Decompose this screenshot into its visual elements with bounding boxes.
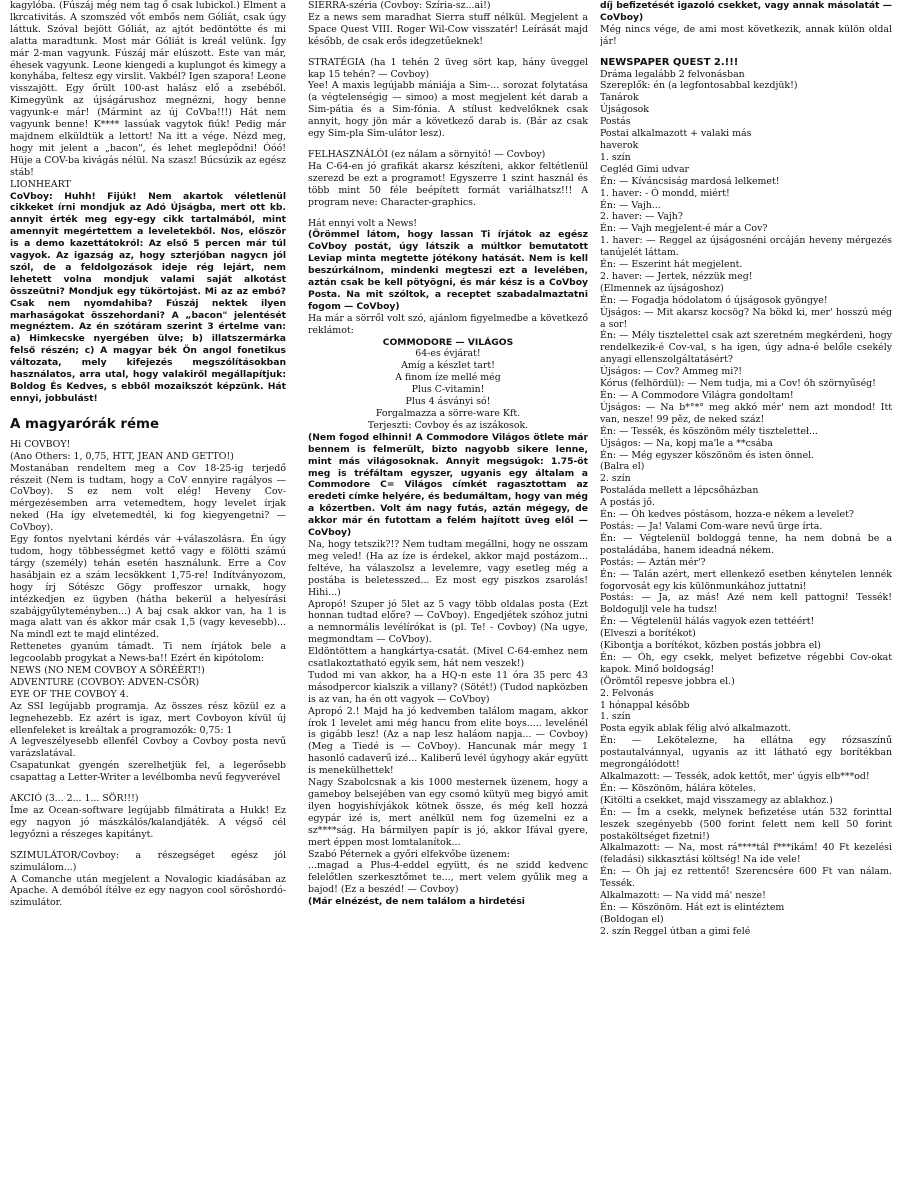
script-line: Én: — Végtelenül hálás vagyok ezen tettéért! xyxy=(600,616,815,628)
paragraph: Eldöntöttem a hangkártya-csatát. (Mivel C-64-emhez nem csatlakoztatható egyik sem, hát nem veszek!) xyxy=(308,646,588,670)
paragraph: Ha már a sörről volt szó, ajánlom figyelmedbe a következő reklámot: xyxy=(308,312,588,336)
paragraph: A legveszélyesebb ellenfél Covboy a Covboy posta nevű varázslatával. xyxy=(10,736,286,760)
script-line: Én: — Vajh... xyxy=(600,199,661,211)
script-line: (Balra el) xyxy=(600,461,645,473)
script-line: Én: — Vajh megjelent-é már a Cov? xyxy=(600,223,768,235)
script-line: (Boldogan el) xyxy=(600,913,664,925)
paragraph: A Comanche után megjelent a Novalogic kiadásában az Apache. A demóból ítélve ez egy nagyon cool sörőshordó-szimulátor. xyxy=(10,873,286,909)
script-line: 2. Felvonás xyxy=(600,687,654,699)
paragraph: Ha C-64-en jó grafikát akarsz készíteni, akkor feltétlenül szerezd be ezt a programot! Egyszerre 1 szint használ és több mint 50 féle beépített formát variálhatsz!!! A program neve: Character-graphics. xyxy=(308,160,588,208)
paragraph: Én: — Fogadja hódolatom ó újságosok gyöngye! xyxy=(600,294,828,306)
paragraph: Én: — Ím a csekk, melynek befizetése után 532 forinttal leszek szegényebb (500 forint felett nem kell 50 forint postaköltséget fizetni!) xyxy=(600,806,892,842)
paragraph: Hi COVBOY! xyxy=(10,438,71,450)
section-heading: A magyarórák réme xyxy=(10,416,160,432)
script-line: 1. haver: - Ó mondd, miért! xyxy=(600,187,730,199)
paragraph: 1. haver: — Reggel az újságosnéni orcáján heveny mérgezés tanújelét láttam. xyxy=(600,235,892,259)
editor-reply: CoVboy: Huhh! Fijúk! Nem akartok véletlenül cikkeket írni mondjuk az Adó Újságba, mert ott kb. annyit érték meg egy-egy cikk tartalmából, mint amennyit megértettem a leveletekből. Nos, először is a demo kazettátokról: Az első 5 percen már túl vagyok. Az igazság az, hogy szterjóban nagycn jól szól, de a feldolgozások ideje rég lejárt, nem lehetett volna mondjuk valami saját alkotást összeütni? Mondjuk egy tükörtojást. Mi az az embó? Csak nem nyomdahiba? Fúszáj nektek ilyen marhaságokat összehordani? A „bacon" jelentését megnéztem. Az én szótáram szerint 3 értelme van: a) Himkecske nyergében ülve; b) illatszermárka felső részén; c) A magyar bék Ön angol fonetikus változata, mely kifejezés megszólításokban használatos, arra utal, hogy valakiről megállapítjuk: Boldog És Kedves, s ebből mozaikszót képzünk. Hát ennyi, jobbulást! xyxy=(10,190,286,404)
ad-line: Forgalmazza a sörre-ware Kft. xyxy=(375,408,521,419)
paragraph: Én: — Óh kedves póstásom, hozza-e nékem a levelet? xyxy=(600,509,854,521)
ad-line: A finom íze mellé még xyxy=(395,372,501,384)
paragraph: Mostanában rendeltem meg a Cov 18-25-ig terjedő részeit (Nem is tudtam, hogy a CoV ennyire ragályos — CoVboy). S ez nem volt elég! Heveny Cov-mérgezésemben arra vetemedtem, hogy levelet írjak neked (Ha így elvetemedtél, ki fog kiegyengetni? — CoVboy). xyxy=(10,462,286,534)
paragraph: Szabó Péternek a győri elfekvőbe üzenem: xyxy=(308,848,510,860)
script-line: Postai alkalmazott + valaki más xyxy=(600,128,752,140)
ad-line: Amíg a készlet tart! xyxy=(401,360,495,372)
paragraph: ...magad a Plus-4-eddel együtt, és ne szidd kedvenc felelőtlen szerkesztőmet te..., mert velem gyűlik meg a bajod! (Ez a beszéd! — Covboy) xyxy=(308,860,588,896)
script-line: Én: — Köszönöm. Hát ezt is elintéztem xyxy=(600,901,785,913)
paragraph: kagylóba. (Fúszáj még nem tag ő csak lubickol.) Elment a lkrcativitás. A szomszéd vőt embős nem Góliát, csak úgy láttuk. Szóval bejött Góliát, az ajtót bedöntötte és mi alatta maradtunk. Most már Góliát is kreál velünk. Így már 2-man vagyunk. Fúszáj már elúszott. Este van már, éhesek vagyunk. Leone kiengedi a kuplungot és kimegy a konyhába, feltesz egy virslit. Vakbél? Igen szapora! Leone visszajött. Egy őrült 100-ast halász elő a zsebéből. Kimegyünk az újságárushoz megnézni, hogy benne vagyunk-e már! (Mármint az új CoVba!!!) Hát nem vagyunk benne! K**** lassúak vagytok fiúk! Pedig már majdnem elküldtük a lettort! Na itt a vége. Nézd meg, hogy mit jelent a „bacon", és lehet meglepődni! Óóó! Hüje a COV-ba kivágás nélül. Na szasz! Búcsúzik az egész stáb! xyxy=(10,0,286,178)
paragraph: Én: — Lekötelezne, ha ellátna egy rózsaszínű postautalvánnyal, ugyanis az itt látható egy borítékban megrongálódott! xyxy=(600,735,892,771)
paragraph: (Kitölti a csekket, majd visszamegy az ablakhoz.) xyxy=(600,794,833,806)
paragraph: (Ano Others: 1, 0,75, HTT, JEAN AND GETTO!) xyxy=(10,450,234,462)
column-right xyxy=(600,0,892,1200)
paragraph: FELHASZNÁLÓI (ez nálam a sörnyitó! — Covboy) xyxy=(308,148,546,160)
editor-reply: (Már elnézést, de nem találom a hirdetési xyxy=(308,896,525,908)
script-line: Alkalmazott: — Na vidd má' nesze! xyxy=(600,890,766,902)
paragraph: Nagy Szabolcsnak a kis 1000 mesternek üzenem, hogy a gameboy belsejében van egy csomó kütyü meg bigyó amit ilyen hogyishívjákok kötnek össze, és még kell hozzá egypár izé is, mert anélkül nem fog üzemelni ez a sz****ság. Ha bármilyen papír is jó, akkor Ifával gyere, mert éppen most lomtalanítok... xyxy=(308,777,588,848)
script-line: Újságosok xyxy=(600,104,649,116)
column-left xyxy=(10,0,286,1200)
paragraph: Alkalmazott: — Na, most rá****tál f***ikám! 40 Ft kezelési (feladási) sikkasztási költség! Na ide vele! xyxy=(600,842,892,866)
script-line: Tanárok xyxy=(600,92,639,104)
paragraph: Újságos: — Na b*°*° meg akkó mér' nem azt mondod! Itt van, nesze! 99 pěz, de neked száz! xyxy=(600,401,892,425)
script-line: (Elveszi a borítékot) xyxy=(600,628,696,640)
script-line: 1. szín xyxy=(600,151,631,163)
script-line: Szereplők: én (a legfontosabbal kezdjük!) xyxy=(600,80,798,92)
script-line: Én: — Még egyszer köszönöm és isten önnel. xyxy=(600,449,815,461)
paragraph: Az SSI legújabb programja. Az összes rész közül ez a legnehezebb. Ez azért is igaz, mert Covboyon kívül új ellenfeleket is kreáltak a programozók: 0,75: 1 xyxy=(10,700,286,736)
script-line: haverok xyxy=(600,139,639,151)
paragraph: STRATÉGIA (ha 1 tehén 2 üveg sört kap, hány üveggel kap 15 tehén? — Covboy) xyxy=(308,56,588,80)
paragraph: NEWS (NO NEM COVBOY A SÖRÉÉRT!) xyxy=(10,665,205,677)
paragraph: (Kibontja a borítékot, közben postás jobbra el) xyxy=(600,640,821,652)
paragraph: Én: — Óh jaj ez rettentő! Szerencsére 600 Ft van nálam. Tessék. xyxy=(600,866,892,890)
editor-reply: (Nem fogod elhinni! A Commodore Világos ötlete már bennem is felmerült, bizto nagyobb sikere lenne, mint más világosoknak. Annyit megsúgok: 1.75-öt meg is tréfáltam egyszer, ugyanis egy általam a Commodore C= Világos címkét ragasztottam az eredeti címke helyére, és bedumáltam, hogy van még a kőzertben. Volt ám nagy futás, aztán mégegy, de akkor már én futottam a felém hajított üveg elől — CoVboy) xyxy=(308,431,588,539)
paragraph: EYE OF THE COVBOY 4. xyxy=(10,688,129,700)
paragraph: Újságos: — Mit akarsz kocsög? Na bökd ki, mer' hosszú még a sor! xyxy=(600,306,892,330)
script-line: Dráma legalább 2 felvonásban xyxy=(600,68,745,80)
paragraph: Alkalmazott: — Tessék, adok kettőt, mer' úgyis elb***od! xyxy=(600,771,870,782)
paragraph: Íme az Ocean-software legújabb filmátirata a Hukk! Ez egy nagyon jó mászkálós/kalandjáték. A végső cél legyőzni a részeges kapitányt. xyxy=(10,805,286,840)
drama-title: NEWSPAPER QUEST 2.!!! xyxy=(600,56,739,68)
paragraph: Postás: — Ja! Valami Com-ware nevű ürge írta. xyxy=(600,520,823,532)
script-line: 1. szín xyxy=(600,711,631,723)
paragraph: Kórus (felhördül): — Nem tudja, mi a Cov! óh szörnyűség! xyxy=(600,378,876,390)
column-middle xyxy=(308,0,588,1200)
ad-line: Plus 4 ásványi só! xyxy=(405,396,491,408)
paragraph: Még nincs vége, de ami most következik, annak külön oldal jár! xyxy=(600,23,892,47)
ad-title: COMMODORE — VILÁGOS xyxy=(382,336,514,348)
script-line: 1 hónappal később xyxy=(600,699,690,711)
editor-reply: (Örömmel látom, hogy lassan Ti írjátok az egész CoVboy postát, úgy látszik a múltkor bemutatott Leviap minta megtette jótékony hatását. Nem is kell beszúrkálnom, mindenki megteszi ezt a levelében, aztán csak be kell pötyögni, és már kész is a CoVboy Posta. Na mit szóltok, a receptet szabadalmaztatni fogom — CoVboy) xyxy=(308,229,588,312)
paragraph: Én: — Mély tisztelettel csak azt szeretném megkérdeni, hogy rendelkezik-é Cov-val, s ha igen, úgy adna-é belőle csekély anyagi ellenszolgáltatásért? xyxy=(600,330,892,366)
script-line: 2. haver: — Jertek, nézzük meg! xyxy=(600,270,753,282)
paragraph: Hát ennyi volt a News! xyxy=(308,217,418,229)
script-line: Én: — A Commodore Világra gondoltam! xyxy=(600,390,794,401)
paragraph: Na, hogy tetszik?!? Nem tudtam megállni, hogy ne osszam meg veled! (Ha az íze is érdekel, akkor majd postázom... feltéve, ha válaszolsz a levelemre, vagy esetleg még a postába is beletesszed... Ez most egy piszkos zsarolás! Hihi...) xyxy=(308,538,588,598)
ad-line: Terjeszti: Covboy és az iszákosok. xyxy=(367,419,529,431)
paragraph: Ez a news sem maradhat Sierra stuff nélkül. Megjelent a Space Quest VIII. Roger Wil-Cow visszatér! Leírását majd később, de csak erős idegzetűeknek! xyxy=(308,11,588,47)
script-line: (Elmennek az újságoshoz) xyxy=(600,282,724,294)
paragraph: Tudod mi van akkor, ha a HQ-n este 11 óra 35 perc 43 másodpercor kialszik a villany? (Sötét!) (Tudod napközben is az van, ha én ott vagyok — CoVboy) xyxy=(308,669,588,705)
paragraph: Csapatunkat gyengén szerelhetjük fel, a legerősebb csapattag a Letter-Writer a levélbomba nevű fegyverével xyxy=(10,760,286,784)
script-line: Újságos: — Cov? Ammeg mi?! xyxy=(600,366,743,378)
script-line: Én: — Tessék, és köszönöm mély tiszteletteł... xyxy=(600,425,819,437)
script-line: A postás jő. xyxy=(600,497,655,509)
paragraph: Én: — Talán azért, mert ellenkező esetben kénytelen lennék fogorvosát egy kis különmunkához juttatni! xyxy=(600,568,892,592)
editor-reply: díj befizetését igazoló csekket, vagy annak másolatát — CoVboy) xyxy=(600,0,892,23)
script-line: Posta egyik ablak félig alvó alkalmazott. xyxy=(600,723,792,735)
paragraph: Én: — Végtelenül boldoggá tenne, ha nem dobná be a postaládába, hanem ideadná nékem. xyxy=(600,532,892,556)
paragraph: SZIMULÁTOR/Covboy: a részegséget egész jól szimulálom...) xyxy=(10,849,286,873)
script-line: (Örömtől repesve jobbra el.) xyxy=(600,675,735,687)
paragraph: Yee! A maxis legújabb mániája a Sim-... sorozat folytatása (a végtelenségig — simoo) a most megjelent két darab a Sim-pátia és a Sim-fónia. A stílust kedvelőknek csak annyit, hogy jön már a következő darab is. (Bár az csak egy Sim-pla Sim-ulátor lesz). xyxy=(308,80,588,140)
script-line: 2. szín Reggel útban a gimi felé xyxy=(600,925,751,937)
paragraph: Postás: — Ja, az más! Azé nem kell pattogni! Tessék! Boldoguljl vele ha tudsz! xyxy=(600,592,892,616)
paragraph: Apropó 2.! Majd ha jó kedvemben találom magam, akkor írok 1 levelet ami még hancu from elite boys..... levelénél is gigább lesz! (Az a nap lesz haláom napja... — Covboy) (Meg a Tiedé is — CoVboy). Hancunak már megy 1 hasonló cadaverű izé... Kaliberű levél úgyhogy akár együtt is menekülhettek! xyxy=(308,705,588,777)
script-line: Cegléd Gimi udvar xyxy=(600,163,690,175)
paragraph: ADVENTURE (COVBOY: ADVEN-CSÖR) xyxy=(10,676,200,688)
script-line: 2. szín xyxy=(600,473,631,485)
script-line: Én: — Kíváncsiság mardosá lelkemet! xyxy=(600,175,780,187)
ad-line: Plus C-vitamin! xyxy=(411,384,485,396)
script-line: Postás: — Aztán mér'? xyxy=(600,556,706,568)
ad-line: 64-es évjárat! xyxy=(415,348,481,360)
paragraph: Én: — Óh, egy csekk, melyet befizetve régebbi Cov-okat kapok. Minő boldogság! xyxy=(600,651,892,675)
paragraph: AKCIÓ (3... 2... 1... SÖR!!!) xyxy=(10,793,139,805)
script-line: Postás xyxy=(600,116,631,128)
script-line: Újságos: — Na, kopj ma'le a **csába xyxy=(600,437,773,449)
script-line: Én: — Köszönöm, hálára köteles. xyxy=(600,782,756,794)
paragraph: Apropó! Szuper jó 5let az 5 vagy több oldalas posta (Ezt honnan tudtad előre? — CoVboy). Engedjétek szóhoz jutni a nemnormális levélírókat is (pl. Te! - Covboy) (Na ugye, megmondtam — CoVboy). xyxy=(308,598,588,646)
paragraph: LIONHEART xyxy=(10,178,71,190)
paragraph: SIERRA-széria (Covboy: Szíria-sz...ai!) xyxy=(308,0,491,11)
script-line: Postaláda mellett a lépcsőházban xyxy=(600,485,759,497)
script-line: 2. haver: — Vajh? xyxy=(600,211,683,223)
script-line: Én: — Eszerint hát megjelent. xyxy=(600,259,743,271)
paragraph: Rettenetes gyanúm támadt. Ti nem írjátok bele a legcoolabb progykat a News-ba!! Ezért én kipótolom: xyxy=(10,641,286,665)
paragraph: Egy fontos nyelvtani kérdés vár +válaszolásra. Én úgy tudom, hogy többességmet kettő vagy e fölötti számú tárgy (személy) tehán esetén használunk. Erre a Cov hasábjain ez a szám lecsökkent 1,75-re! Indítványozom, hogy írj Sótészc Gögy proffeszor urnakk, hogy intézkedjen ez ügyben (hátha bekerül a helyesírási szabájgyűlyteményben...) A baj csak akkor van, ha 1 is maga alatt van és akkor már csak 1,5 (vagy kevesebb)... Na mindl ezt te majd elintézed. xyxy=(10,534,286,641)
